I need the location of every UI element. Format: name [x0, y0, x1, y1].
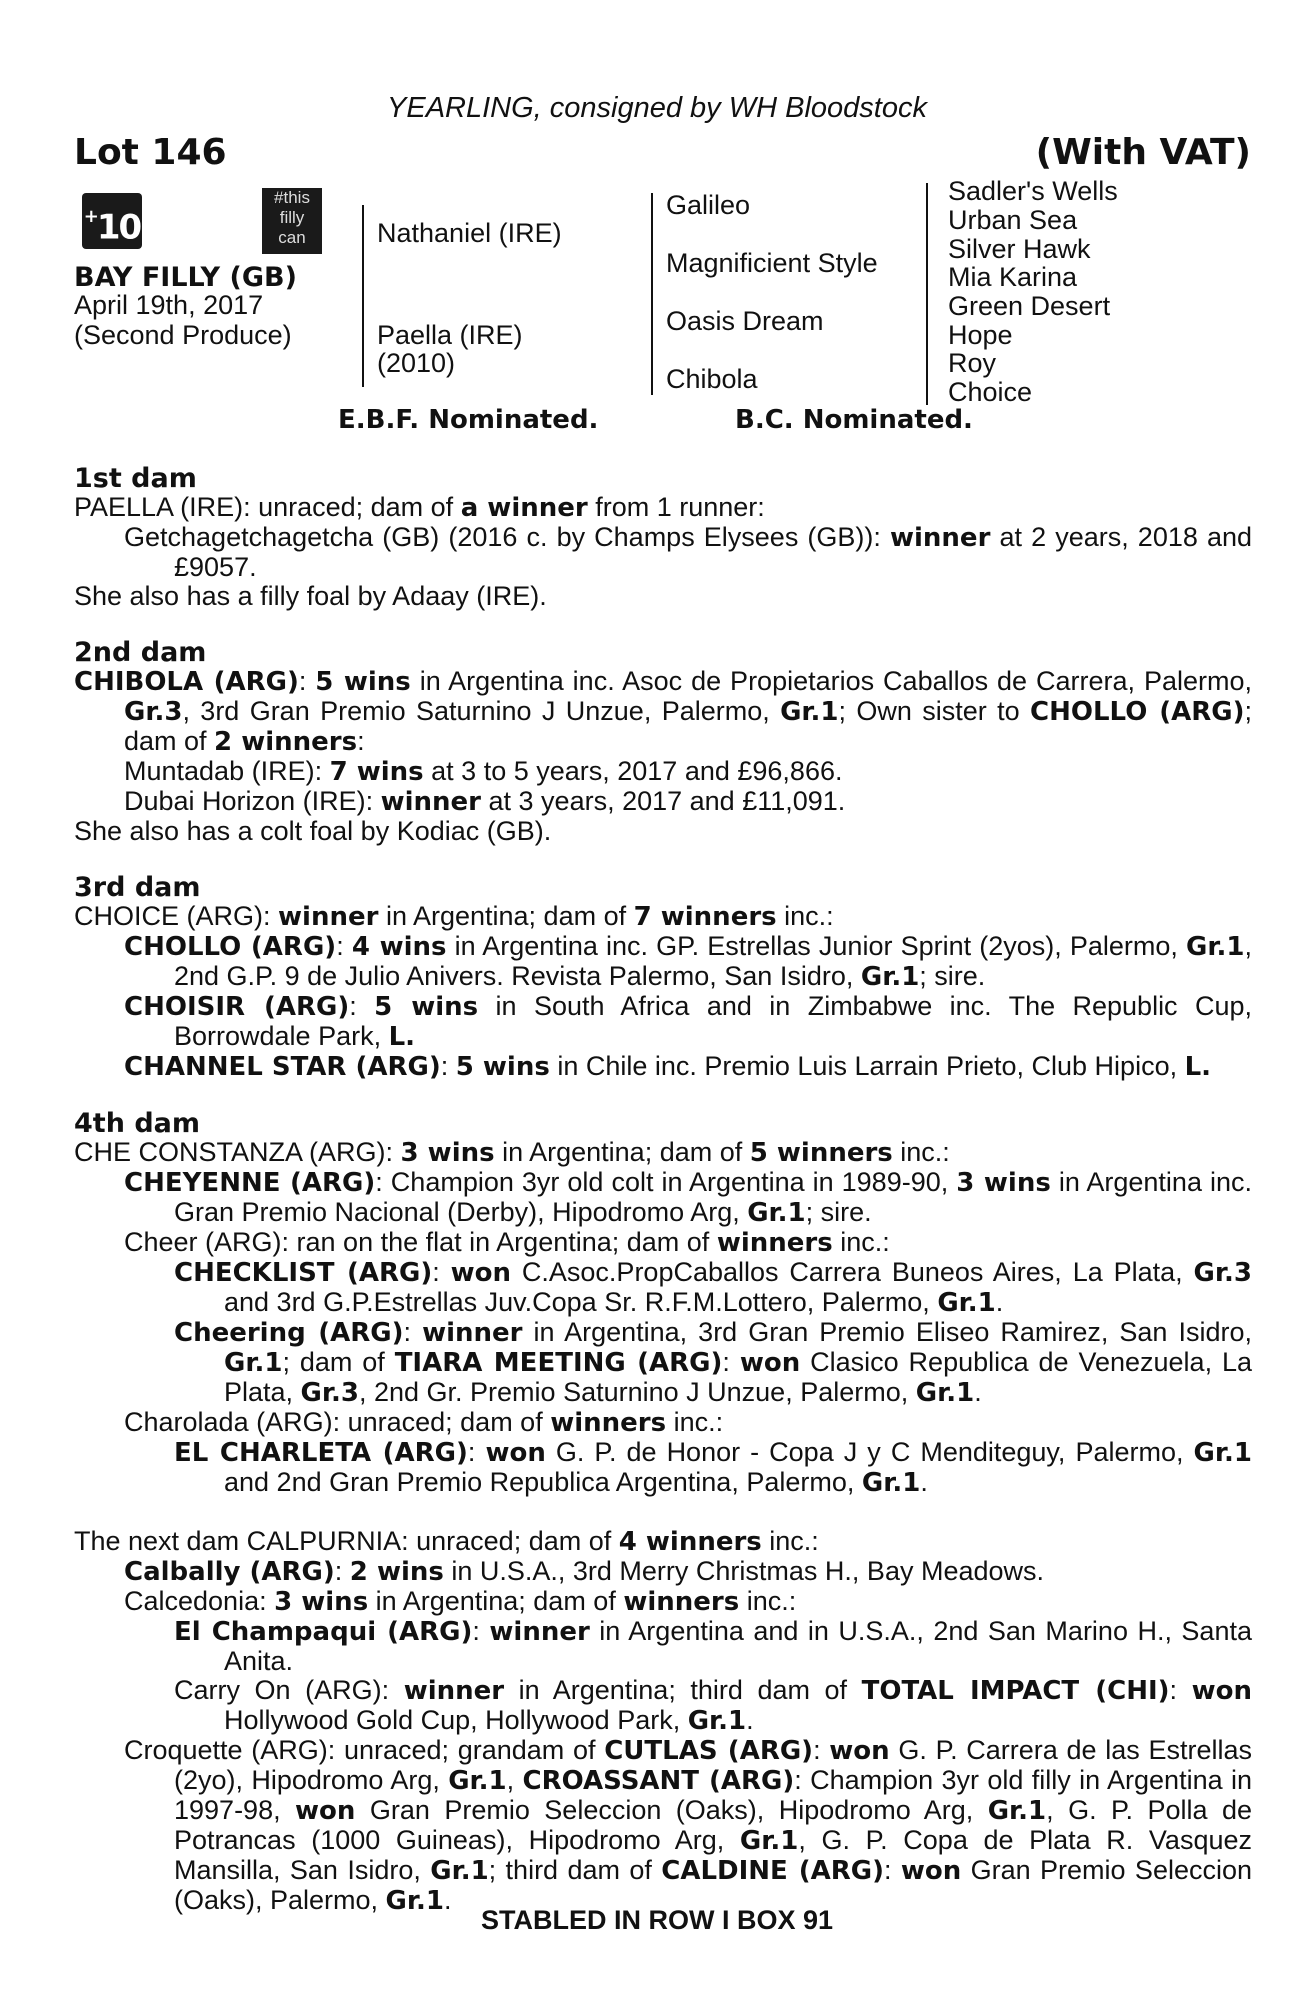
- entry-text: in Argentina inc. Gran Premio Nacional (Derby), Hipodromo Arg,: [174, 1167, 1252, 1227]
- bold-text: Gr.1: [1186, 932, 1245, 962]
- entry-text: :: [432, 1257, 451, 1287]
- entry-line: [74, 817, 1252, 846]
- entry-text: from 1 runner:: [587, 492, 765, 522]
- entry-line: [74, 1228, 1252, 1258]
- entry-text: Clasico Republica de Venezuela, La Plata,: [224, 1347, 1253, 1407]
- entry-line: [74, 1408, 1252, 1438]
- horse-name: BAY FILLY (GB): [74, 262, 297, 293]
- bold-text: won: [450, 1258, 512, 1288]
- bold-text: CHEYENNE (ARG): [124, 1168, 376, 1198]
- entry-text: Gran Premio Seleccion (Oaks), Palermo,: [174, 1855, 1253, 1915]
- entry-text: She also has a filly foal by Adaay (IRE).: [74, 581, 547, 611]
- entry-text: :: [403, 1317, 423, 1347]
- gen2-2: Magnificient Style: [666, 248, 878, 278]
- entry-text: in Argentina inc. Asoc de Propietarios Caballos de Carrera, Palermo,: [410, 666, 1252, 696]
- gen3-2: Urban Sea: [948, 205, 1078, 235]
- entry-text: ; third dam of: [488, 1855, 662, 1885]
- bold-text: CALDINE (ARG): [661, 1856, 884, 1886]
- entry-text: ; sire.: [805, 1197, 872, 1227]
- bold-text: Gr.1: [448, 1766, 507, 1796]
- bold-text: 3 wins: [400, 1138, 495, 1168]
- plus10-text: 10: [96, 207, 141, 248]
- bold-text: TIARA MEETING (ARG): [394, 1348, 723, 1378]
- entry-text: .: [920, 1467, 928, 1497]
- entry-text: inc.:: [776, 901, 834, 931]
- lot-number: Lot 146: [74, 132, 227, 173]
- bold-text: winner: [380, 787, 482, 817]
- produce-note: (Second Produce): [74, 320, 292, 350]
- entry-text: Croquette (ARG): unraced; grandam of: [124, 1735, 605, 1765]
- entry-line: [74, 1318, 1252, 1408]
- entry-text: :: [472, 1616, 490, 1646]
- entry-line: [74, 992, 1252, 1052]
- bold-text: Gr.1: [224, 1348, 283, 1378]
- sire: Nathaniel (IRE): [377, 218, 562, 248]
- entry-text: :: [722, 1347, 740, 1377]
- foaled-date: April 19th, 2017: [74, 290, 264, 320]
- entry-text: in Argentina; dam of: [378, 901, 634, 931]
- entry-text: in South Africa and in Zimbabwe inc. The Republic Cup, Borrowdale Park,: [174, 991, 1252, 1051]
- entry-line: [74, 1438, 1252, 1498]
- entry-text: :: [298, 666, 316, 696]
- bold-text: Gr.1: [780, 697, 839, 727]
- dam-year: (2010): [377, 348, 456, 378]
- entry-text: in Argentina; third dam of: [504, 1675, 862, 1705]
- section-gap: [74, 1498, 1252, 1527]
- bold-text: 5 winners: [749, 1138, 893, 1168]
- entry-line: [74, 582, 1252, 611]
- bold-text: Gr.1: [385, 1886, 444, 1916]
- entry-line: [74, 1557, 1252, 1587]
- bold-text: El Champaqui (ARG): [174, 1617, 473, 1647]
- bold-text: won: [485, 1438, 546, 1468]
- entry-text: Muntadab (IRE):: [124, 756, 330, 786]
- bold-text: Gr.3: [1193, 1258, 1252, 1288]
- bold-text: L.: [1184, 1052, 1212, 1082]
- bold-text: a winner: [460, 493, 588, 523]
- entry-text: at 3 to 5 years, 2017 and £96,866.: [423, 756, 843, 786]
- bold-text: CHIBOLA (ARG): [74, 667, 299, 697]
- gen2-4: Chibola: [666, 364, 758, 394]
- bold-text: won: [1191, 1676, 1252, 1706]
- horse-info: [74, 290, 292, 350]
- entry-text: in Argentina, 3rd Gran Premio Eliseo Ramirez, San Isidro,: [522, 1317, 1252, 1347]
- entry-text: : Champion 3yr old colt in Argentina in 1989-90,: [375, 1167, 957, 1197]
- entry-text: C.Asoc.PropCaballos Carrera Buneos Aires, La Plata,: [511, 1257, 1194, 1287]
- entry-text: , G. P. Polla de Potrancas (1000 Guineas), Hipodromo Arg,: [174, 1795, 1252, 1855]
- bold-text: 2 winners: [214, 727, 358, 757]
- entry-text: Getchagetchagetcha (GB) (2016 c. by Champs Elysees (GB)):: [124, 522, 890, 552]
- entry-line: [74, 1617, 1252, 1676]
- entry-line: [74, 1676, 1252, 1736]
- consignment-header: YEARLING, consigned by WH Bloodstock: [387, 92, 927, 124]
- entry-text: G. P. de Honor - Copa J y C Menditeguy, Palermo,: [545, 1437, 1194, 1467]
- plus10-logo-icon: +10: [82, 193, 142, 249]
- entry-text: :: [336, 931, 352, 961]
- bold-text: CROASSANT (ARG): [522, 1766, 795, 1796]
- entry-line: [74, 523, 1252, 582]
- entry-text: The next dam CALPURNIA: unraced; dam of: [74, 1526, 619, 1556]
- entry-text: in U.S.A., 3rd Merry Christmas H., Bay Meadows.: [443, 1556, 1045, 1586]
- vat-note: (With VAT): [1035, 132, 1251, 173]
- entry-line: [74, 1168, 1252, 1228]
- bold-text: Gr.1: [915, 1378, 975, 1408]
- bold-text: CHOISIR (ARG): [124, 992, 350, 1022]
- entry-line: [74, 757, 1252, 787]
- entry-text: inc.:: [739, 1586, 797, 1616]
- bold-text: Gr.1: [687, 1706, 747, 1736]
- entry-text: .: [746, 1705, 754, 1735]
- bold-text: L.: [388, 1022, 416, 1052]
- section-heading: 1st dam: [74, 463, 197, 494]
- bold-text: winner: [889, 523, 991, 553]
- bold-text: 4 winners: [618, 1527, 762, 1557]
- bold-text: Gr.1: [747, 1198, 806, 1228]
- bold-text: Gr.1: [430, 1856, 489, 1886]
- pedigree-notes: [74, 464, 1252, 1916]
- bold-text: CHOLLO (ARG): [1030, 697, 1245, 727]
- bold-text: CHOLLO (ARG): [124, 932, 337, 962]
- gen2-1: Galileo: [666, 190, 751, 220]
- gen3-6: Hope: [948, 320, 1013, 350]
- gen3-5: Green Desert: [948, 291, 1111, 321]
- entry-text: PAELLA (IRE): unraced; dam of: [74, 492, 461, 522]
- stabling-note: STABLED IN ROW I BOX 91: [480, 1905, 834, 1935]
- entry-text: ,: [506, 1765, 523, 1795]
- bold-text: won: [829, 1736, 890, 1766]
- bold-text: 7 wins: [329, 757, 424, 787]
- entry-text: G. P. Carrera de las Estrellas (2yo), Hipodromo Arg,: [174, 1735, 1252, 1795]
- entry-text: ; sire.: [919, 961, 986, 991]
- entry-line: [74, 1587, 1252, 1617]
- entry-text: at 2 years, 2018 and £9057.: [174, 522, 1252, 582]
- entry-line: [74, 787, 1252, 817]
- entry-text: CHE CONSTANZA (ARG):: [74, 1137, 401, 1167]
- entry-line: [74, 1736, 1252, 1916]
- entry-text: ; Own sister to: [838, 696, 1031, 726]
- bold-text: winners: [623, 1587, 740, 1617]
- bold-text: CHANNEL STAR (ARG): [124, 1052, 441, 1082]
- entry-text: :: [467, 1437, 486, 1467]
- pedigree-line-2: [651, 193, 653, 395]
- entry-text: , 2nd G.P. 9 de Julio Anivers. Revista Palermo, San Isidro,: [174, 931, 1252, 991]
- entry-text: Charolada (ARG): unraced; dam of: [124, 1407, 551, 1437]
- entry-text: inc.:: [892, 1137, 950, 1167]
- entry-text: ; dam of: [124, 696, 1252, 756]
- entry-line: [74, 667, 1252, 757]
- entry-text: inc.:: [666, 1407, 724, 1437]
- entry-text: .: [995, 1287, 1004, 1317]
- gen3-3: Silver Hawk: [948, 234, 1091, 264]
- bold-text: 3 wins: [956, 1168, 1051, 1198]
- entry-text: and 2nd Gran Premio Republica Argentina, Palermo,: [224, 1467, 862, 1497]
- entry-text: in Argentina inc. GP. Estrellas Junior Sprint (2yos), Palermo,: [446, 931, 1187, 961]
- entry-text: She also has a colt foal by Kodiac (GB).: [74, 816, 552, 846]
- entry-text: :: [440, 1051, 456, 1081]
- entry-line: [74, 932, 1252, 992]
- section-heading: 2nd dam: [74, 637, 207, 668]
- bold-text: 3 wins: [274, 1587, 369, 1617]
- section-heading: 3rd dam: [74, 872, 201, 903]
- entry-text: inc.:: [761, 1526, 819, 1556]
- section-heading: 4th dam: [74, 1108, 200, 1139]
- bold-text: Gr.3: [124, 697, 183, 727]
- entry-line: [74, 902, 1252, 932]
- entry-text: : Champion 3yr old filly in Argentina in 1997-98,: [174, 1765, 1252, 1825]
- bold-text: winners: [550, 1408, 667, 1438]
- bold-text: Calbally (ARG): [124, 1557, 335, 1587]
- entry-text: .: [443, 1885, 452, 1915]
- gen3-8: Choice: [948, 377, 1033, 407]
- bold-text: winners: [716, 1228, 833, 1258]
- bold-text: won: [900, 1856, 962, 1886]
- bold-text: Gr.1: [987, 1796, 1047, 1826]
- ebf-nomination: E.B.F. Nominated.: [338, 405, 599, 435]
- bold-text: won: [295, 1796, 356, 1826]
- gen3-7: Roy: [948, 348, 997, 378]
- bold-text: EL CHARLETA (ARG): [174, 1438, 468, 1468]
- bold-text: Gr.1: [1193, 1438, 1252, 1468]
- entry-text: in Argentina and in U.S.A., 2nd San Marino H., Santa Anita.: [224, 1616, 1252, 1676]
- entry-line: [74, 1138, 1252, 1168]
- bc-nomination: B.C. Nominated.: [735, 405, 973, 435]
- entry-text: :: [357, 726, 365, 756]
- logo-line-2: filly: [279, 208, 305, 227]
- entry-text: .: [974, 1377, 982, 1407]
- entry-text: :: [883, 1855, 901, 1885]
- entry-text: :: [813, 1735, 830, 1765]
- entry-text: , 3rd Gran Premio Saturnino J Unzue, Palermo,: [182, 696, 781, 726]
- entry-text: in Chile inc. Premio Luis Larrain Prieto, Club Hipico,: [549, 1051, 1185, 1081]
- bold-text: 5 wins: [455, 1052, 550, 1082]
- pedigree-line-3: [926, 183, 928, 405]
- entry-text: Cheer (ARG): ran on the flat in Argentina; dam of: [124, 1227, 717, 1257]
- entry-text: Hollywood Gold Cup, Hollywood Park,: [224, 1705, 688, 1735]
- gen3-4: Mia Karina: [948, 262, 1078, 292]
- entry-text: inc.:: [832, 1227, 890, 1257]
- bold-text: 2 wins: [349, 1557, 444, 1587]
- bold-text: Gr.1: [860, 962, 920, 992]
- entry-text: and 3rd G.P.Estrellas Juv.Copa Sr. R.F.M.Lottero, Palermo,: [224, 1287, 938, 1317]
- entry-text: in Argentina; dam of: [368, 1586, 624, 1616]
- logo-line-1: #this: [274, 188, 310, 207]
- bold-text: Gr.1: [937, 1288, 996, 1318]
- entry-text: , 2nd Gr. Premio Saturnino J Unzue, Palermo,: [358, 1377, 916, 1407]
- entry-text: Calcedonia:: [124, 1586, 275, 1616]
- bold-text: CHECKLIST (ARG): [174, 1258, 433, 1288]
- entry-text: ; dam of: [282, 1347, 395, 1377]
- bold-text: 5 wins: [374, 992, 479, 1022]
- this-filly-can-logo-icon: [262, 188, 322, 254]
- entry-text: Dubai Horizon (IRE):: [124, 786, 381, 816]
- gen3-1: Sadler's Wells: [948, 176, 1118, 206]
- bold-text: 7 winners: [633, 902, 777, 932]
- entry-text: , G. P. Copa de Plata R. Vasquez Mansilla, San Isidro,: [174, 1825, 1252, 1885]
- entry-text: Carry On (ARG):: [174, 1675, 404, 1705]
- bold-text: 5 wins: [315, 667, 411, 697]
- entry-text: :: [349, 991, 375, 1021]
- bold-text: winner: [278, 902, 379, 932]
- bold-text: Cheering (ARG): [174, 1318, 404, 1348]
- bold-text: 4 wins: [351, 932, 447, 962]
- entry-text: at 3 years, 2017 and £11,091.: [481, 786, 846, 816]
- gen2-3: Oasis Dream: [666, 306, 824, 336]
- bold-text: winner: [489, 1617, 590, 1647]
- entry-text: CHOICE (ARG):: [74, 901, 279, 931]
- bold-text: winner: [403, 1676, 505, 1706]
- bold-text: Gr.1: [739, 1826, 799, 1856]
- entry-line: [74, 1258, 1252, 1318]
- entry-line: [74, 1052, 1252, 1082]
- pedigree-line-1: [362, 205, 364, 387]
- bold-text: Gr.1: [861, 1468, 921, 1498]
- bold-text: CUTLAS (ARG): [604, 1736, 814, 1766]
- entry-text: :: [334, 1556, 350, 1586]
- bold-text: TOTAL IMPACT (CHI): [861, 1676, 1170, 1706]
- bold-text: Gr.3: [300, 1378, 359, 1408]
- dam: Paella (IRE): [377, 320, 523, 350]
- entry-line: [74, 493, 1252, 523]
- entry-text: Gran Premio Seleccion (Oaks), Hipodromo Arg,: [355, 1795, 988, 1825]
- bold-text: won: [739, 1348, 801, 1378]
- entry-line: [74, 1527, 1252, 1557]
- bold-text: winner: [422, 1318, 523, 1348]
- entry-text: :: [1169, 1675, 1192, 1705]
- logo-line-3: can: [278, 228, 306, 247]
- entry-text: in Argentina; dam of: [494, 1137, 750, 1167]
